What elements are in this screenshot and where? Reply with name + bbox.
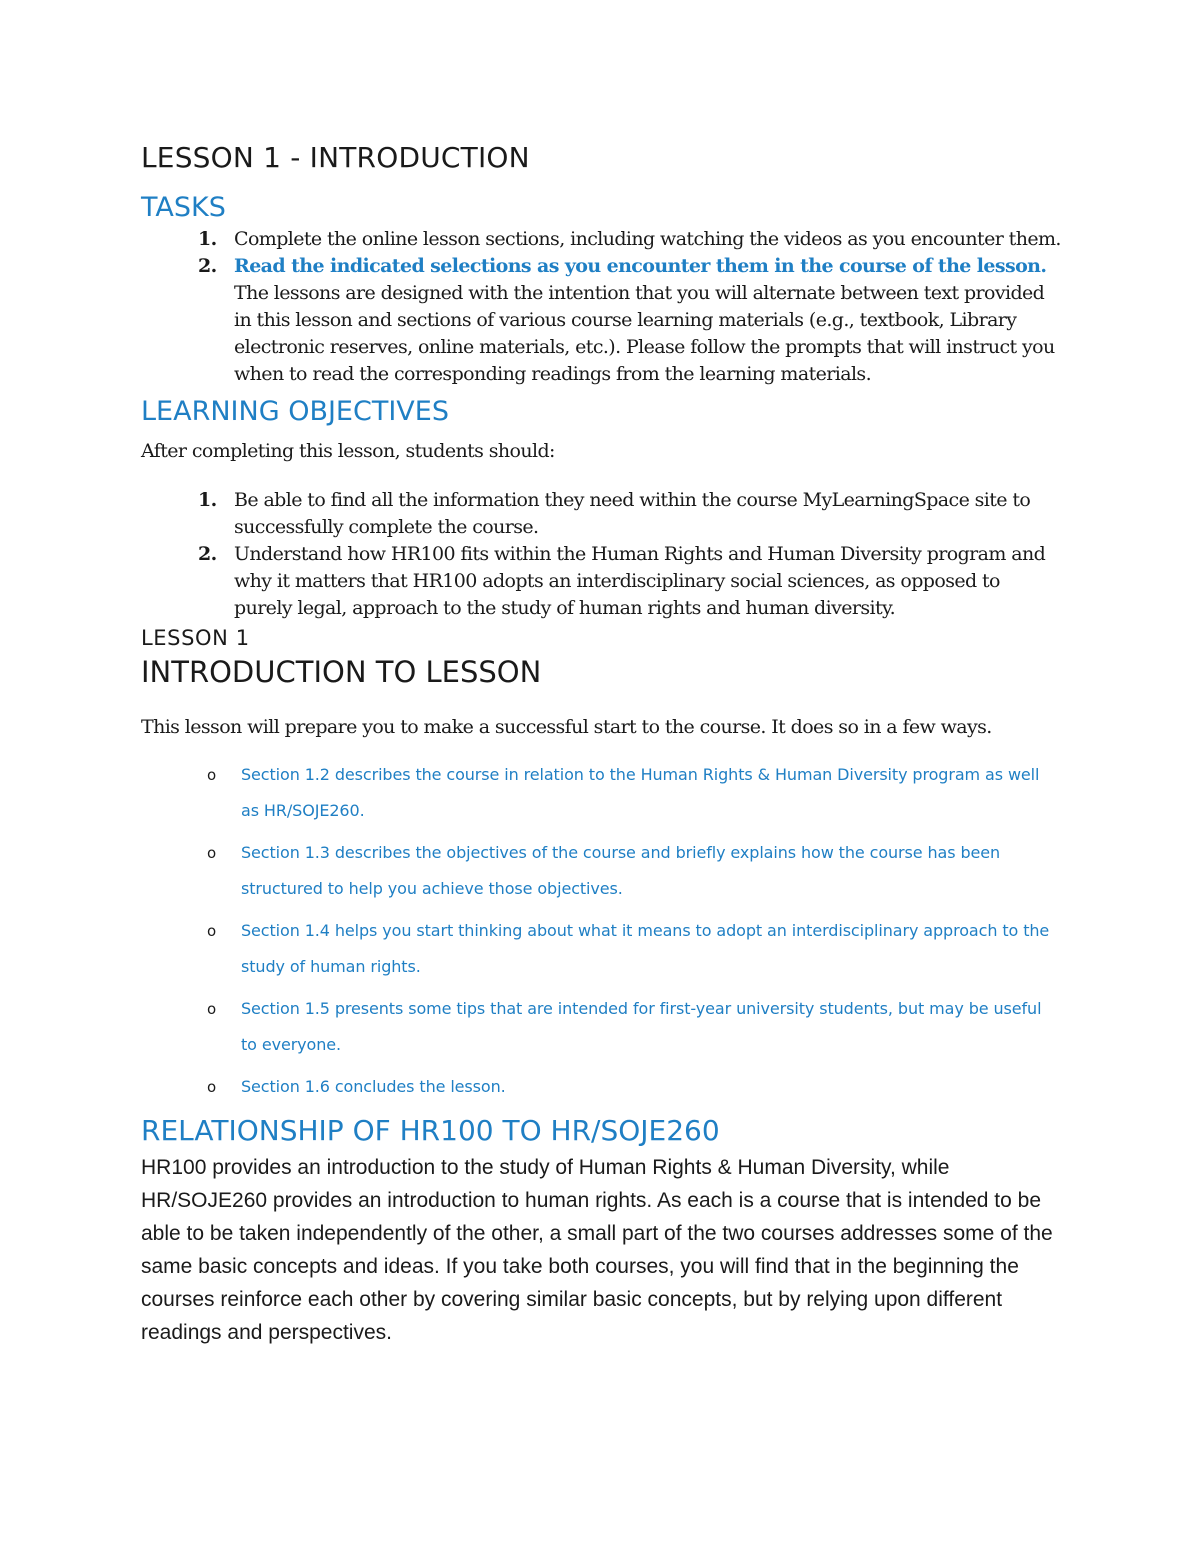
tasks-list	[141, 226, 1061, 388]
task-number: 1.	[198, 228, 217, 250]
list-item	[141, 1069, 1061, 1105]
task-text: Complete the online lesson sections, including watching the videos as you encounter them.	[234, 228, 1061, 250]
list-item	[141, 835, 1061, 907]
objective-item-1	[141, 487, 1061, 541]
lesson-label: LESSON 1	[141, 626, 250, 650]
section-text: Section 1.5 presents some tips that are intended for first-year university students, but may be useful to everyone.	[241, 999, 1042, 1054]
objective-number: 2.	[198, 543, 217, 565]
bullet-icon: o	[207, 1078, 217, 1096]
task-bold-text: Read the indicated selections as you encounter them in the course of the lesson.	[234, 255, 1047, 277]
introduction-heading: INTRODUCTION TO LESSON	[141, 655, 542, 689]
objectives-intro: After completing this lesson, students should:	[141, 440, 555, 462]
bullet-icon: o	[207, 922, 217, 940]
task-number: 2.	[198, 255, 217, 277]
list-item	[141, 757, 1061, 829]
section-text: Section 1.3 describes the objectives of the course and briefly explains how the course has been structured to help you achieve those objectives.	[241, 843, 1001, 898]
section-text: Section 1.2 describes the course in relation to the Human Rights & Human Diversity program as well as HR/SOJE260.	[241, 765, 1040, 820]
objectives-list	[141, 487, 1061, 622]
task-text: The lessons are designed with the intention that you will alternate between text provided in this lesson and sections of various course learning materials (e.g., textbook, Library electronic reserves, online materials, etc.). Please follow the prompts that will instruct you when to read the corresponding readings from the learning materials.	[234, 282, 1055, 385]
objective-text: Understand how HR100 fits within the Human Rights and Human Diversity program and why it matters that HR100 adopts an interdisciplinary social sciences, as opposed to purely legal, approach to the study of human rights and human diversity.	[234, 543, 1046, 619]
sections-list	[141, 757, 1061, 1105]
document-page	[141, 138, 1061, 1349]
objective-text: Be able to find all the information they need within the course MyLearningSpace site to successfully complete the course.	[234, 489, 1031, 538]
tasks-heading: TASKS	[141, 192, 226, 223]
section-text: Section 1.6 concludes the lesson.	[241, 1077, 506, 1096]
objective-number: 1.	[198, 489, 217, 511]
task-item-2	[141, 253, 1061, 388]
list-item	[141, 991, 1061, 1063]
bullet-icon: o	[207, 766, 217, 784]
objective-item-2	[141, 541, 1061, 622]
relationship-paragraph: HR100 provides an introduction to the study of Human Rights & Human Diversity, while HR/SOJE260 provides an introduction to human rights. As each is a course that is intended to be able to be taken independently of the other, a small part of the two courses addresses some of the same basic concepts and ideas. If you take both courses, you will find that in the beginning the courses reinforce each other by covering similar basic concepts, but by relying upon different readings and perspectives.	[141, 1156, 1053, 1344]
lesson-title: LESSON 1 - INTRODUCTION	[141, 141, 530, 174]
task-item-1	[141, 226, 1061, 253]
objectives-heading: LEARNING OBJECTIVES	[141, 396, 449, 427]
list-item	[141, 913, 1061, 985]
bullet-icon: o	[207, 1000, 217, 1018]
relationship-heading: RELATIONSHIP OF HR100 TO HR/SOJE260	[141, 1114, 720, 1147]
bullet-icon: o	[207, 844, 217, 862]
section-text: Section 1.4 helps you start thinking about what it means to adopt an interdisciplinary approach to the study of human rights.	[241, 921, 1050, 976]
introduction-intro: This lesson will prepare you to make a successful start to the course. It does so in a few ways.	[141, 716, 992, 738]
